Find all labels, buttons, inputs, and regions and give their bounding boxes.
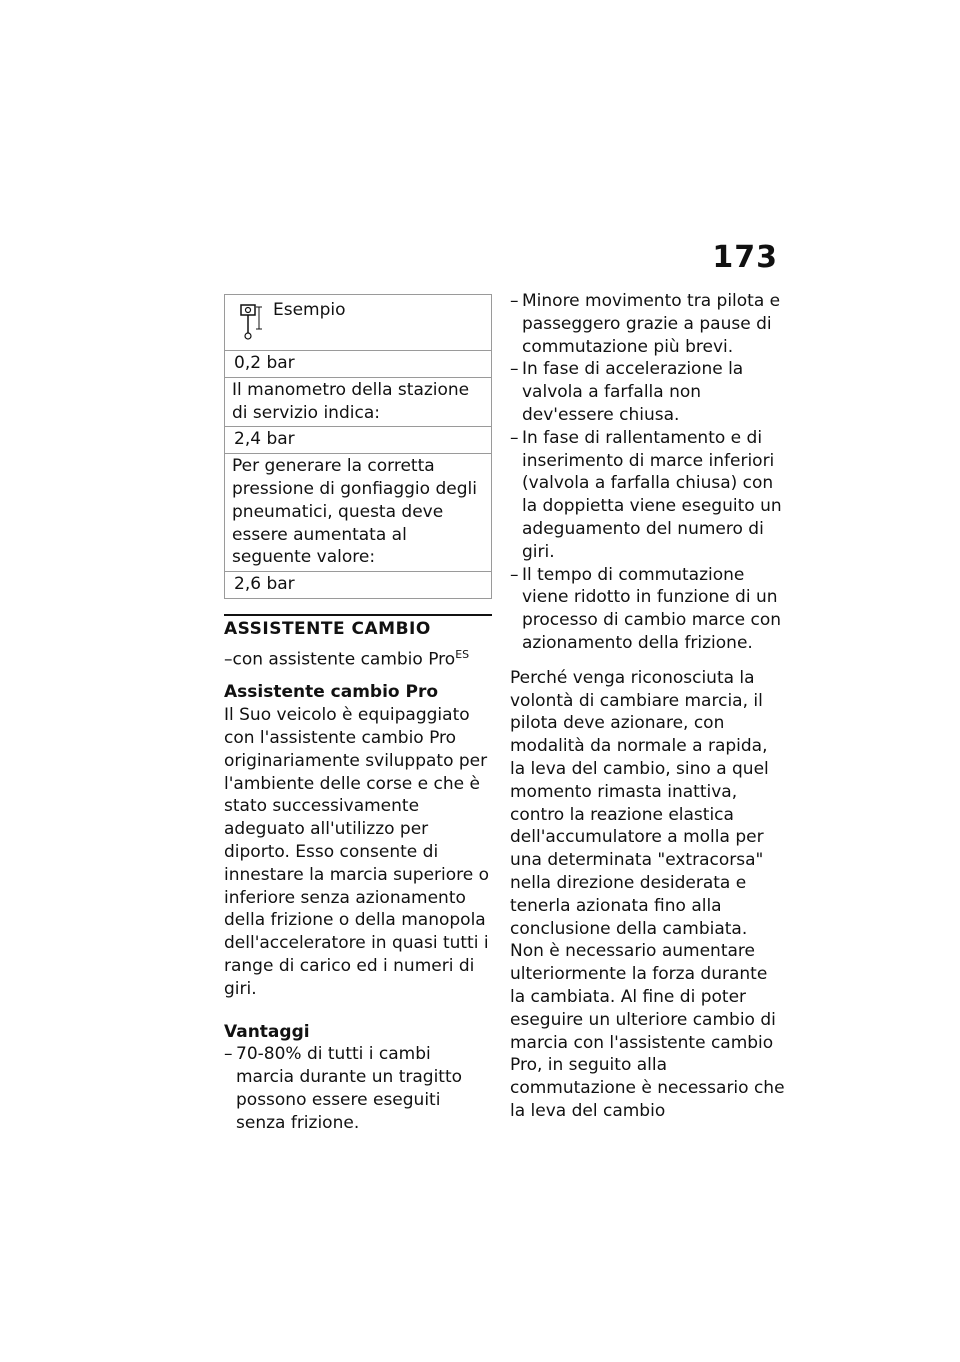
- advantages-list-right: [510, 290, 786, 655]
- section-title: ASSISTENTE CAMBIO: [224, 618, 431, 639]
- tire-pressure-gauge-icon: [239, 303, 265, 341]
- with-pro-text: –con assistente cambio Pro: [224, 649, 456, 670]
- example-value-row: 0,2 bar: [225, 350, 491, 377]
- example-text-row: Per generare la corretta pressione di gonfiaggio degli pneumatici, questa deve essere aumentata al seguente valore:: [225, 453, 491, 571]
- advantages-list-left: [224, 1043, 492, 1134]
- example-value-row: 2,6 bar: [225, 571, 491, 598]
- example-table: [224, 294, 492, 599]
- page-number: 173: [712, 240, 778, 275]
- example-value-row: 2,4 bar: [225, 426, 491, 453]
- left-column: [224, 294, 492, 1135]
- intro-paragraph: Il Suo veicolo è equipaggiato con l'assistente cambio Pro originariamente sviluppato per l'ambiente delle corse e che è stato successivamente adeguato all'utilizzo per diporto. Esso consente di innestare la marcia superiore o inferiore senza azionamento della frizione o della manopola dell'acceleratore in quasi tutti i range di carico ed i numeri di giri.: [224, 705, 490, 999]
- list-item: – In fase di rallentamento e di inserimento di marce inferiori (valvola a farfalla chiusa) con la doppietta viene eseguito un adeguamento del numero di giri.: [510, 427, 786, 564]
- example-header: [225, 295, 491, 350]
- shift-explanation-paragraph: Perché venga riconosciuta la volontà di cambiare marcia, il pilota deve azionare, con modalità da normale a rapida, la leva del cambio, sino a quel momento rimasta inattiva, contro la reazione elastica dell'accumulatore a molla per una determinata "extracorsa" nella direzione desiderata e tenerla azionata fino alla conclusione della cambiata. Non è necessario aumentare ulteriormente la forza durante la cambiata. Al fine di poter eseguire un ulteriore cambio di marcia con l'assistente cambio Pro, in seguito alla commutazione è necessario che la leva del cambio: [510, 667, 785, 1121]
- section-divider: [224, 614, 492, 616]
- list-item: – 70-80% di tutti i cambi marcia durante un tragitto possono essere eseguiti senza frizione.: [224, 1043, 492, 1134]
- list-item: – Minore movimento tra pilota e passeggero grazie a pause di commutazione più brevi.: [510, 290, 786, 358]
- with-pro-note: [224, 644, 492, 671]
- example-title: Esempio: [273, 300, 346, 320]
- list-item: – Il tempo di commutazione viene ridotto in funzione di un processo di cambio marce con azionamento della frizione.: [510, 564, 786, 655]
- subsection-title: Assistente cambio Pro: [224, 682, 439, 703]
- advantages-title: Vantaggi: [224, 1021, 310, 1042]
- right-column: [510, 290, 786, 1123]
- with-pro-sup: ES: [455, 647, 470, 661]
- example-text-row: Il manometro della stazione di servizio indica:: [225, 377, 491, 427]
- list-item: – In fase di accelerazione la valvola a farfalla non dev'essere chiusa.: [510, 358, 786, 426]
